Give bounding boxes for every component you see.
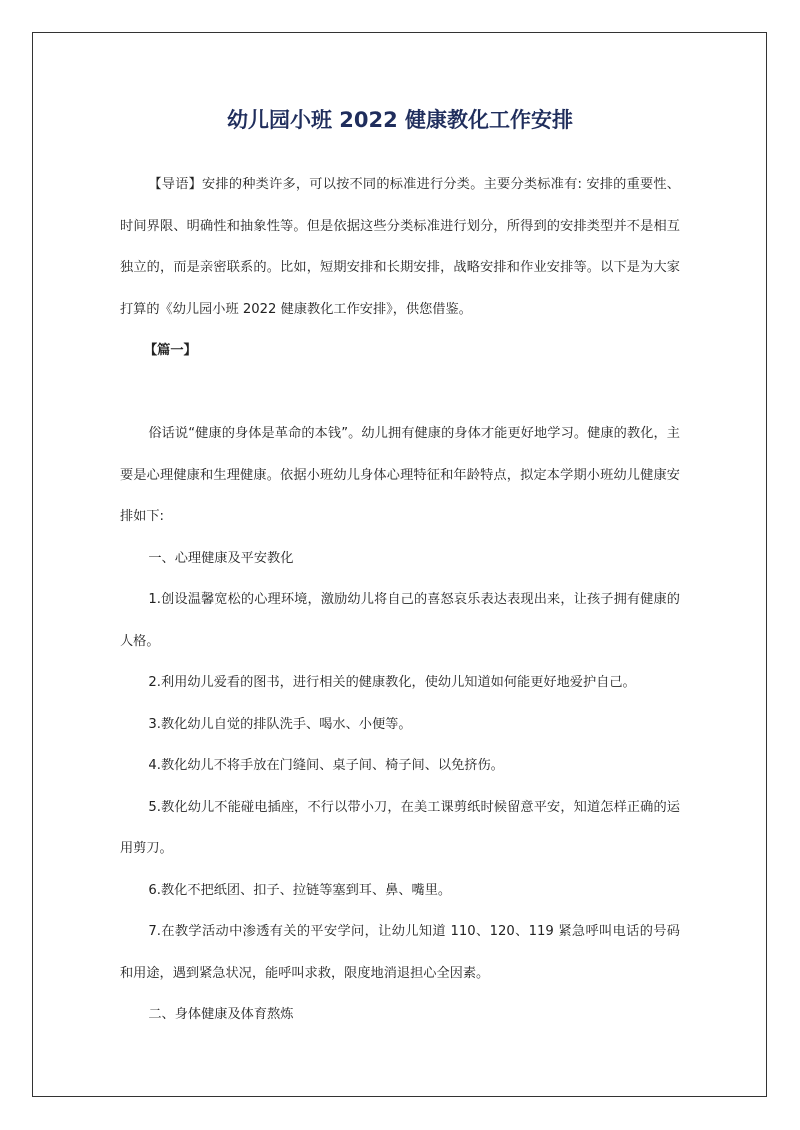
page-title: 幼儿园小班 2022 健康教化工作安排 <box>226 108 574 132</box>
blank-line <box>120 372 680 413</box>
paragraph-4: 2.利用幼儿爱看的图书，进行相关的健康教化，使幼儿知道如何能更好地爱护自己。 <box>148 675 636 690</box>
paragraph-6: 4.教化幼儿不将手放在门缝间、桌子间、椅子间、以免挤伤。 <box>148 758 504 773</box>
paragraph-9: 7.在教学活动中渗透有关的平安学问，让幼儿知道 110、120、119 紧急呼叫电话的号码和用途，遇到紧急状况，能呼叫求救，限度地消退担心全因素。 <box>120 924 680 981</box>
document-body <box>120 164 680 1036</box>
paragraph-7: 5.教化幼儿不能碰电插座，不行以带小刀，在美工课剪纸时候留意平安，知道怎样正确的运用剪刀。 <box>120 799 680 856</box>
paragraph-2: 一、心理健康及平安教化 <box>148 550 294 566</box>
paragraph-1: 俗话说“健康的身体是革命的本钱”。幼儿拥有健康的身体才能更好地学习。健康的教化，主要是心理健康和生理健康。依据小班幼儿身体心理特征和年龄特点，拟定本学期小班幼儿健康安排如下: <box>120 426 680 524</box>
paragraph-3: 1.创设温馨宽松的心理环境，激励幼儿将自己的喜怒哀乐表达表现出来，让孩子拥有健康的人格。 <box>120 592 680 649</box>
section-heading: 【篇一】 <box>144 343 197 358</box>
paragraph-8: 6.教化不把纸团、扣子、拉链等塞到耳、鼻、嘴里。 <box>148 882 452 898</box>
paragraph-10: 二、身体健康及体育熬炼 <box>148 1007 294 1022</box>
paragraph-5: 3.教化幼儿自觉的排队洗手、喝水、小便等。 <box>148 716 412 732</box>
intro-paragraph: 【导语】安排的种类许多，可以按不同的标准进行分类。主要分类标准有: 安排的重要性、时间界限、明确性和抽象性等。但是依据这些分类标准进行划分，所得到的安排类型并不是相互独立的，而是亲密联系的。比如，短期安排和长期安排，战略安排和作业安排等。以下是为大家打算的《幼儿园小班 2022 健康教化工作安排》，供您借鉴。 <box>120 177 680 317</box>
